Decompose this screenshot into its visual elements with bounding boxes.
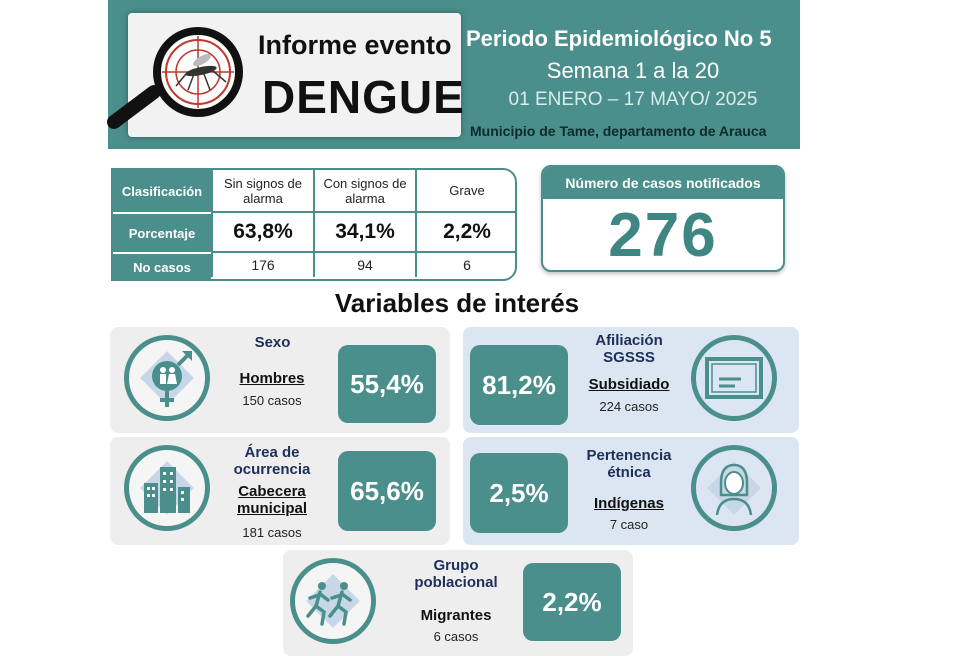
- card-etnica: [463, 437, 799, 545]
- percent-cell: 34,1%: [313, 213, 415, 251]
- magnifier-mosquito-icon: [106, 24, 266, 134]
- date-range: 01 ENERO – 17 MAYO/ 2025: [508, 89, 758, 110]
- logo-main-title: DENGUE: [262, 71, 465, 123]
- var-percent-etnica: 2,5%: [470, 453, 568, 533]
- percent-cell: 2,2%: [415, 213, 517, 251]
- var-category-etnica: Indígenas: [593, 495, 664, 512]
- weeks-range: Semana 1 a la 20: [546, 58, 720, 83]
- var-percent-sexo: 55,4%: [338, 345, 436, 423]
- percent-cell: 63,8%: [211, 213, 313, 251]
- var-count-sexo: 150 casos: [242, 393, 302, 408]
- cases-label: Número de casos notificados: [543, 167, 783, 199]
- cases-cell: 176: [211, 253, 313, 277]
- column-header: Grave: [415, 170, 517, 211]
- var-category-sexo: Hombres: [239, 370, 305, 387]
- column-header: Con signos de alarma: [313, 170, 415, 211]
- var-category-afiliacion: Subsidiado: [588, 376, 670, 393]
- var-category-area: Cabecera municipal: [236, 483, 307, 517]
- var-percent-area: 65,6%: [338, 451, 436, 531]
- var-count-grupo: 6 casos: [433, 629, 479, 644]
- var-count-area: 181 casos: [242, 525, 302, 540]
- cases-cell: 6: [415, 253, 517, 277]
- card-area: [110, 437, 450, 545]
- var-count-etnica: 7 caso: [609, 517, 649, 532]
- municipality: Municipio de Tame, departamento de Arauca: [470, 123, 767, 139]
- woman-avatar-icon: [691, 445, 777, 531]
- var-percent-afiliacion: 81,2%: [470, 345, 568, 425]
- card-sexo: [110, 327, 450, 433]
- cases-cell: 94: [313, 253, 415, 277]
- card-grupo: [283, 550, 633, 656]
- classification-table: [111, 168, 517, 281]
- gender-icon: [124, 335, 210, 421]
- certificate-icon: [691, 335, 777, 421]
- buildings-icon: [124, 445, 210, 531]
- row-label-clasificacion: Clasificación: [113, 170, 211, 212]
- period-title: Periodo Epidemiológico No 5: [466, 26, 772, 51]
- runners-icon: [290, 558, 376, 644]
- row-label-porcentaje: Porcentaje: [113, 212, 211, 252]
- section-title: Variables de interés: [334, 288, 580, 318]
- row-label-no-casos: No casos: [113, 252, 211, 281]
- logo-title: Informe evento: [258, 30, 452, 60]
- var-title-area: Área de ocurrencia: [233, 444, 311, 478]
- var-title-etnica: Pertenencia étnica: [586, 447, 672, 481]
- cases-value: 276: [608, 201, 718, 270]
- card-afiliacion: [463, 327, 799, 433]
- var-category-grupo: Migrantes: [420, 607, 492, 624]
- var-count-afiliacion: 224 casos: [599, 399, 659, 414]
- var-percent-grupo: 2,2%: [523, 563, 621, 641]
- column-header: Sin signos de alarma: [211, 170, 313, 211]
- var-title-sexo: Sexo: [254, 334, 291, 351]
- var-title-afiliacion: Afiliación SGSSS: [595, 332, 663, 366]
- var-title-grupo: Grupo poblacional: [414, 557, 498, 591]
